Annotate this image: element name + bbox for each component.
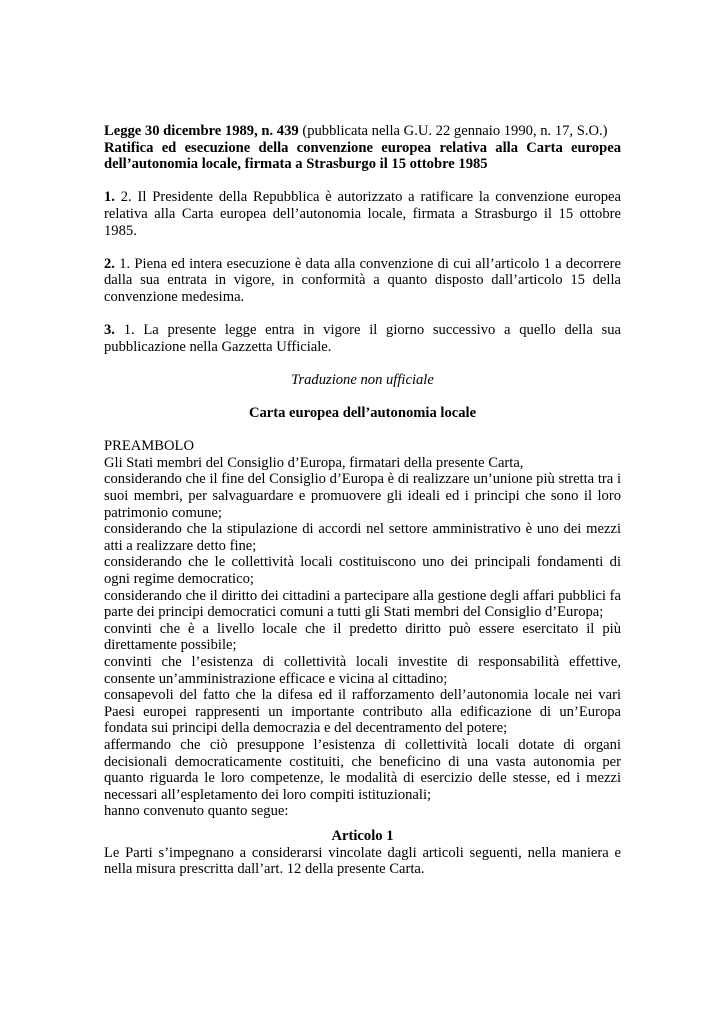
charter-title: Carta europea dell’autonomia locale: [248, 405, 477, 422]
preamble-clause: affermando che ciò presuppone l’esistenza di collettività locali dotate di organi decisionali democraticamente costituiti, che beneficino di una vasta autonomia per quanto riguarda le loro competenze, le modalità di esercizio delle stesse, ed i mezzi necessari all’espletamento dei loro compiti istituzionali;: [104, 736, 621, 803]
preamble-clause: consapevoli del fatto che la difesa ed il rafforzamento dell’autonomia locale nei vari Paesi europei rappresenti un importante contributo alla edificazione di un’Europa fondata sui principi della democrazia e del decentramento del potere;: [104, 687, 621, 737]
law-article-1: [104, 189, 621, 239]
spacer: [104, 355, 621, 372]
law-article-text: 1. La presente legge entra in vigore il giorno successivo a quello della sua pubblicazione nella Gazzetta Ufficiale.: [104, 322, 621, 355]
law-title: Legge 30 dicembre 1989, n. 439: [104, 123, 299, 139]
preamble-clause: considerando che le collettività locali costituiscono uno dei principali fondamenti di ogni regime democratico;: [104, 554, 621, 588]
article-1-heading: Articolo 1: [331, 827, 394, 844]
spacer: [104, 389, 621, 406]
article-1-text: Le Parti s’impegnano a considerarsi vincolate dagli articoli seguenti, nella maniera e nella misura prescritta dall’art. 12 della presente Carta.: [104, 844, 621, 878]
spacer: [104, 820, 621, 828]
spacer: [104, 239, 621, 256]
preamble-intro: Gli Stati membri del Consiglio d’Europa, firmatari della presente Carta,: [104, 454, 524, 471]
spacer: [104, 422, 621, 439]
preamble-closing: hanno convenuto quanto segue:: [104, 803, 289, 820]
law-article-3: [104, 322, 621, 355]
document-body: [104, 123, 621, 878]
preamble-heading: PREAMBOLO: [104, 438, 195, 455]
law-article-number: 2.: [104, 255, 115, 272]
law-header-line: [104, 123, 621, 140]
preamble-clause: considerando che il fine del Consiglio d’Europa è di realizzare un’unione più stretta tra i suoi membri, per salvaguardare e promuovere gli ideali ed i principi che sono il loro patrimonio comune;: [104, 471, 621, 521]
spacer: [104, 173, 621, 190]
preamble-clause: convinti che è a livello locale che il predetto diritto può essere esercitato il più direttamente possibile;: [104, 620, 621, 654]
preamble-clause: considerando che il diritto dei cittadini a partecipare alla gestione degli affari pubblici fa parte dei principi democratici comuni a tutti gli Stati membri del Consiglio d’Europa;: [104, 587, 621, 621]
law-article-text: 1. Piena ed intera esecuzione è data alla convenzione di cui all’articolo 1 a decorrere dalla sua entrata in vigore, in conformità a quanto disposto dall’articolo 15 della convenzione medesima.: [104, 255, 621, 305]
preamble-clause: considerando che la stipulazione di accordi nel settore amministrativo è uno dei mezzi atti a realizzare detto fine;: [104, 521, 621, 554]
translation-note: Traduzione non ufficiale: [291, 371, 434, 388]
law-article-number: 3.: [104, 322, 115, 339]
preamble-clause: convinti che l’esistenza di collettività locali investite di responsabilità effettive, consente un’amministrazione efficace e vicina al cittadino;: [104, 654, 621, 687]
law-article-2: [104, 256, 621, 306]
law-article-text: 2. Il Presidente della Repubblica è autorizzato a ratificare la convenzione europea relativa alla Carta europea dell’autonomia locale, firmata a Strasburgo il 15 ottobre 1985.: [104, 189, 621, 239]
law-article-number: 1.: [104, 189, 115, 206]
law-publication: (pubblicata nella G.U. 22 gennaio 1990, n. 17, S.O.): [298, 123, 608, 139]
law-subject: Ratifica ed esecuzione della convenzione europea relativa alla Carta europea dell’autonomia locale, firmata a Strasburgo il 15 ottobre 1985: [104, 139, 621, 173]
spacer: [104, 306, 621, 323]
